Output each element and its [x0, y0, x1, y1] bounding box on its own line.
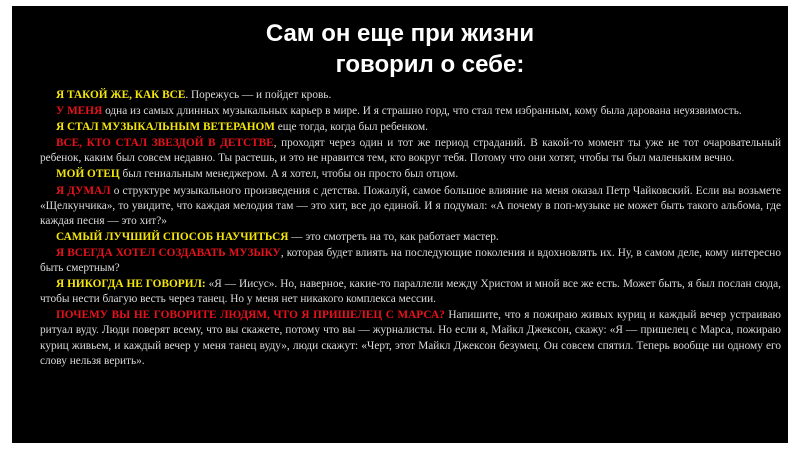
quote-lead: ВСЕ, КТО СТАЛ ЗВЕЗДОЙ В ДЕТСТВЕ: [56, 137, 274, 150]
quote-text: — это смотреть на то, как работает мастер.: [288, 230, 499, 243]
quote-paragraph: [40, 246, 781, 276]
quote-paragraph: [40, 104, 781, 119]
quote-text: о структуре музыкального произведения с детства. Пожалуй, самое большое влияние на меня оказал Петр Чайковский. Если вы возьмете «Щелкунчика», то увидите, что каждая мелодия там — это хит, все до единой. И я подумал: «А почему в поп-музыке не может быть такого альбома, где каждая песня — это хит?»: [40, 184, 782, 227]
quote-lead: Я ВСЕГДА ХОТЕЛ СОЗДАВАТЬ МУЗЫКУ: [56, 246, 281, 259]
title-line-1: Сам он еще при жизни: [265, 20, 535, 47]
quote-text: , которая будет влиять на последующие поколения и вдохновлять их. Ну, в самом деле, кому интересно быть смертным?: [40, 246, 782, 275]
quote-text: одна из самых длинных музыкальных карьер в мире. И я страшно горд, что стал тем избранным, кому была дарована неуязвимость.: [102, 105, 742, 118]
quote-text: Напишите, что я пожираю живых куриц и каждый вечер устраиваю ритуал вуду. Люди поверят всему, что вы скажете, потому что вы — журналисты. Но если я, Майкл Джексон, скажу: «Я — пришелец с Марса, пожираю куриц живьем, и каждый вечер у меня танец вуду», люди скажут: «Черт, этот Майкл Джексон безумец. Он совсем спятил. Теперь вообще ни одному его слову нельзя верить».: [40, 309, 781, 367]
quote-lead: Я СТАЛ МУЗЫКАЛЬНЫМ ВЕТЕРАНОМ: [56, 121, 275, 134]
quote-paragraph: [40, 184, 781, 229]
quote-list: [40, 88, 781, 369]
content-panel: [12, 6, 788, 443]
quote-paragraph: [40, 230, 781, 245]
quote-text: еще тогда, когда был ребенком.: [274, 121, 428, 134]
title-line-2: говорил о себе:: [335, 51, 525, 78]
quote-lead: У МЕНЯ: [56, 105, 103, 118]
quote-text: . Порежусь — и пойдет кровь.: [185, 89, 332, 101]
quote-paragraph: [40, 277, 781, 307]
quote-lead: Я ТАКОЙ ЖЕ, КАК ВСЕ: [56, 89, 186, 101]
quote-lead: Я НИКОГДА НЕ ГОВОРИЛ:: [56, 278, 206, 291]
quote-text: был гениальным менеджером. А я хотел, чтобы он просто был отцом.: [119, 168, 459, 181]
quote-lead: Я ДУМАЛ: [56, 184, 111, 197]
quote-lead: САМЫЙ ЛУЧШИЙ СПОСОБ НАУЧИТЬСЯ: [56, 230, 289, 243]
quote-lead: МОЙ ОТЕЦ: [56, 168, 120, 181]
quote-lead: ПОЧЕМУ ВЫ НЕ ГОВОРИТЕ ЛЮДЯМ, ЧТО Я ПРИШЕЛЕЦ С МАРСА?: [56, 309, 445, 322]
quote-paragraph: [40, 308, 781, 368]
quote-paragraph: [40, 88, 781, 103]
slide-title: [12, 18, 788, 80]
quote-text: , проходят через один и тот же период страданий. В какой-то момент ты уже не тот очаровательный ребенок, каким был совсем недавно. Ты растешь, и это не нравится тем, кто вокруг тебя. Потому что они хотят, чтобы ты был маленьким вечно.: [40, 137, 781, 165]
quote-text: «Я — Иисус». Но, наверное, какие-то параллели между Христом и мной все же есть. Может быть, я был послан сюда, чтобы нести благую весть через танец. Но у меня нет никакого комплекса мессии.: [40, 278, 781, 306]
quote-paragraph: [40, 167, 781, 182]
quote-paragraph: [40, 136, 781, 166]
quote-paragraph: [40, 120, 781, 135]
